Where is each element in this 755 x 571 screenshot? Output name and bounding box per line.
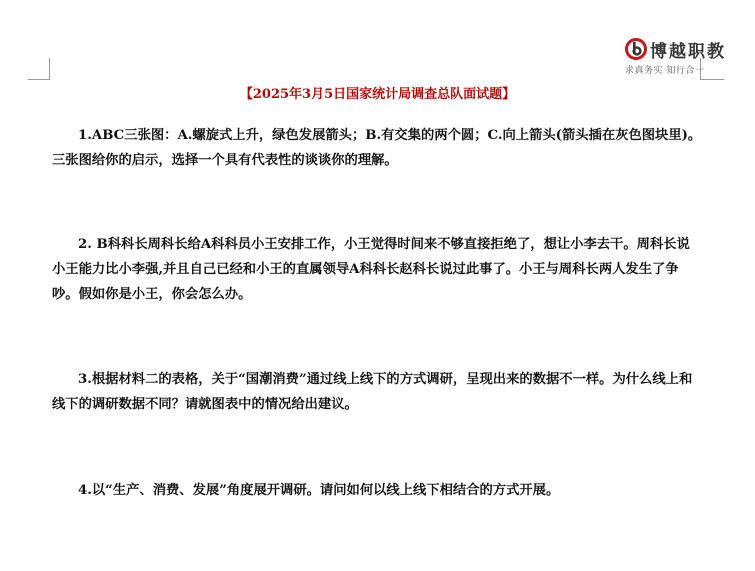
brand-name: 博越职教 bbox=[650, 42, 726, 62]
question-3: 3.根据材料二的表格，关于“国潮消费”通过线上线下的方式调研，呈现出来的数据不一样。为什么线上和线下的调研数据不同？请就图表中的情况给出建议。 bbox=[52, 372, 693, 412]
brand-slogan: 求真务实 知行合一 bbox=[625, 66, 705, 76]
crop-mark-top-left bbox=[28, 58, 50, 80]
question-1: 1.ABC三张图：A.螺旋式上升，绿色发展箭头；B.有交集的两个圆；C.向上箭头(箭头插在灰色图块里)。三张图给你的启示，选择一个具有代表性的谈谈你的理解。 bbox=[52, 128, 702, 168]
brand-logo bbox=[622, 34, 732, 76]
crop-mark-line bbox=[49, 58, 50, 80]
question-4: 4.以“生产、消费、发展”角度展开调研。请问如何以线上线下相结合的方式开展。 bbox=[78, 483, 560, 498]
crop-mark-line bbox=[700, 79, 724, 80]
document-title: 【2025年3月5日国家统计局调查总队面试题】 bbox=[239, 87, 516, 102]
question-2: 2. B科科长周科长给A科科员小王安排工作，小王觉得时间来不够直接拒绝了，想让小李去干。周科长说小王能力比小李强,并且自己已经和小王的直属领导A科科长赵科长说过此事了。小王与周科长两人发生了争吵。假如你是小王，你会怎么办。 bbox=[52, 237, 690, 302]
brand-b-logo-icon bbox=[625, 38, 647, 60]
crop-mark-line bbox=[28, 79, 50, 80]
